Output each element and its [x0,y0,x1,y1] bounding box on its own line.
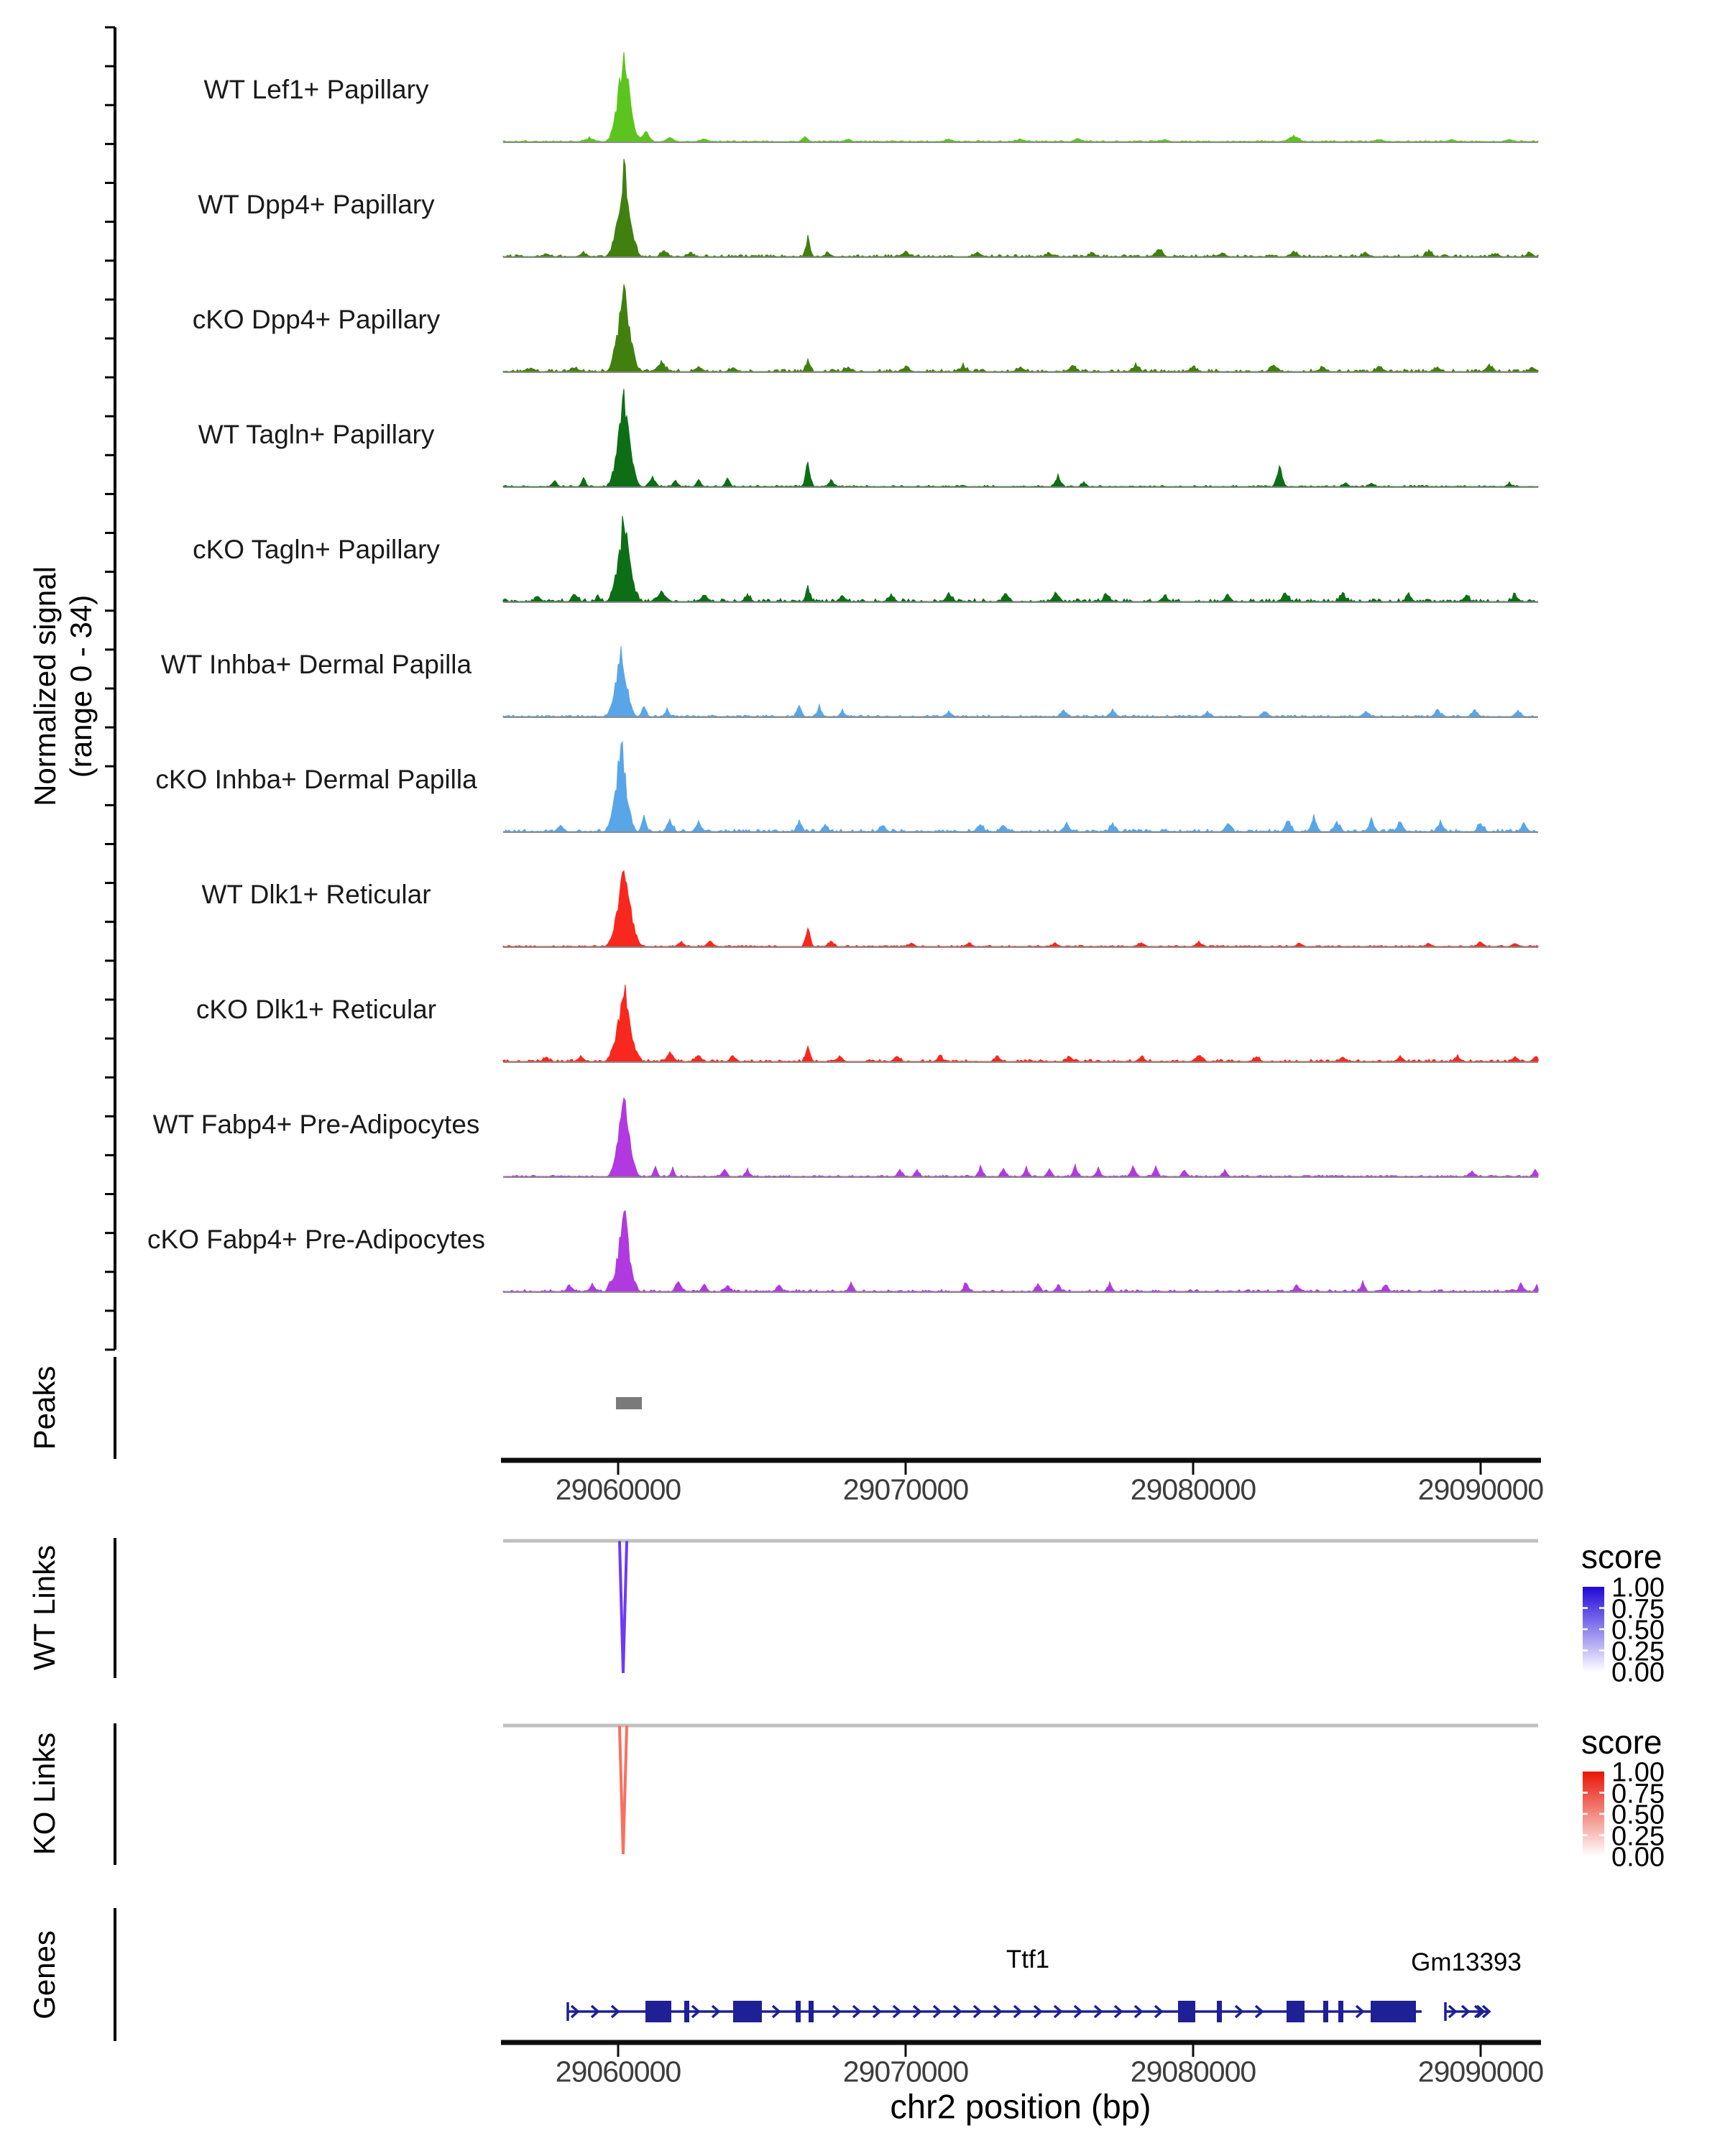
legend-tick-label-1-4: 0.00 [1611,1842,1665,1873]
gene-exon-0 [809,2001,814,2022]
link-arc-0 [620,1542,627,1673]
gene-exon-0 [1371,2001,1416,2022]
coverage-area-9 [503,1098,1538,1176]
peak-box [616,1397,642,1409]
coverage-area-10 [503,1211,1538,1291]
peaks-axis-tick-label-3: 29090000 [1417,1473,1544,1506]
section-brackets [105,27,115,2041]
track-label-8: cKO Dlk1+ Reticular [196,995,437,1024]
legend-tick-label-0-0: 1.00 [1611,1572,1665,1603]
gene-exon-0 [645,2001,671,2022]
bottom-axis-tick-label-2: 29080000 [1130,2055,1256,2088]
coverage-area-7 [503,871,1538,946]
gene-exon-0 [733,2001,762,2022]
coverage-area-1 [503,159,1538,257]
peaks-axis-tick-label-1: 29070000 [842,1473,969,1506]
track-label-6: cKO Inhba+ Dermal Papilla [155,765,477,794]
legend-tick-label-0-4: 0.00 [1611,1657,1665,1688]
peaks-section-label: Peaks [27,1365,61,1450]
peaks-axis-tick-label-0: 29060000 [555,1473,681,1506]
gene-exon-0 [1287,2001,1305,2022]
y-axis-label [27,566,99,806]
x-axis-title: chr2 position (bp) [890,2087,1151,2126]
genes-section-label: Genes [27,1930,61,2019]
coverage-area-8 [503,985,1538,1061]
gene-exon-0 [1217,2001,1222,2022]
gene-exon-0 [1178,2001,1195,2022]
wt-score-legend-title: score [1581,1538,1662,1575]
legend-tick-label-0-1: 0.75 [1611,1594,1665,1624]
coverage-area-4 [503,516,1538,602]
track-label-1: WT Dpp4+ Papillary [198,190,435,219]
bottom-axis-tick-label-0: 29060000 [555,2055,681,2088]
track-label-5: WT Inhba+ Dermal Papilla [160,650,472,679]
coverage-area-0 [503,52,1538,142]
track-label-4: cKO Tagln+ Papillary [193,535,440,564]
bottom-axis-tick-label-1: 29070000 [842,2055,969,2088]
track-label-3: WT Tagln+ Papillary [198,420,435,449]
legend-tick-label-1-2: 0.50 [1611,1800,1665,1830]
track-label-9: WT Fabp4+ Pre-Adipocytes [152,1110,480,1139]
peaks-track [616,1397,642,1409]
coverage-area-5 [503,646,1538,717]
legend-tick-label-1-0: 1.00 [1611,1757,1665,1788]
ko-score-legend-title: score [1581,1723,1662,1761]
ko-links-section-label: KO Links [27,1732,61,1856]
peaks-axis-tick-label-2: 29080000 [1130,1473,1256,1506]
score-legend-bars [1583,1587,1604,1856]
link-arc-1 [620,1727,627,1854]
gene-label-ttf1: Ttf1 [1006,1945,1050,1973]
gene-label-gm13393: Gm13393 [1411,1948,1522,1976]
legend-tick-label-1-1: 0.75 [1611,1779,1665,1809]
y-axis-label-line2: (range 0 - 34) [64,594,98,778]
gene-models [568,2001,1489,2022]
bottom-axis-tick-label-3: 29090000 [1417,2055,1544,2088]
coverage-area-3 [503,389,1538,487]
gene-exon-0 [1338,2001,1343,2022]
signal-tracks [503,52,1538,1292]
track-label-7: WT Dlk1+ Reticular [201,880,431,909]
y-axis-label-line1: Normalized signal [28,566,62,806]
links-tracks [503,1541,1538,1854]
coverage-area-6 [503,742,1538,831]
gene-exon-0 [684,2001,689,2022]
legend-tick-label-0-2: 0.50 [1611,1615,1665,1646]
wt-links-section-label: WT Links [27,1544,61,1671]
track-label-2: cKO Dpp4+ Papillary [192,305,441,334]
coverage-area-2 [503,285,1538,372]
track-label-10: cKO Fabp4+ Pre-Adipocytes [147,1225,485,1254]
gene-exon-0 [1323,2001,1328,2022]
legend-tick-label-0-3: 0.25 [1611,1636,1665,1667]
gene-exon-0 [796,2001,801,2022]
track-label-0: WT Lef1+ Papillary [203,75,429,104]
legend-tick-label-1-3: 0.25 [1611,1821,1665,1851]
